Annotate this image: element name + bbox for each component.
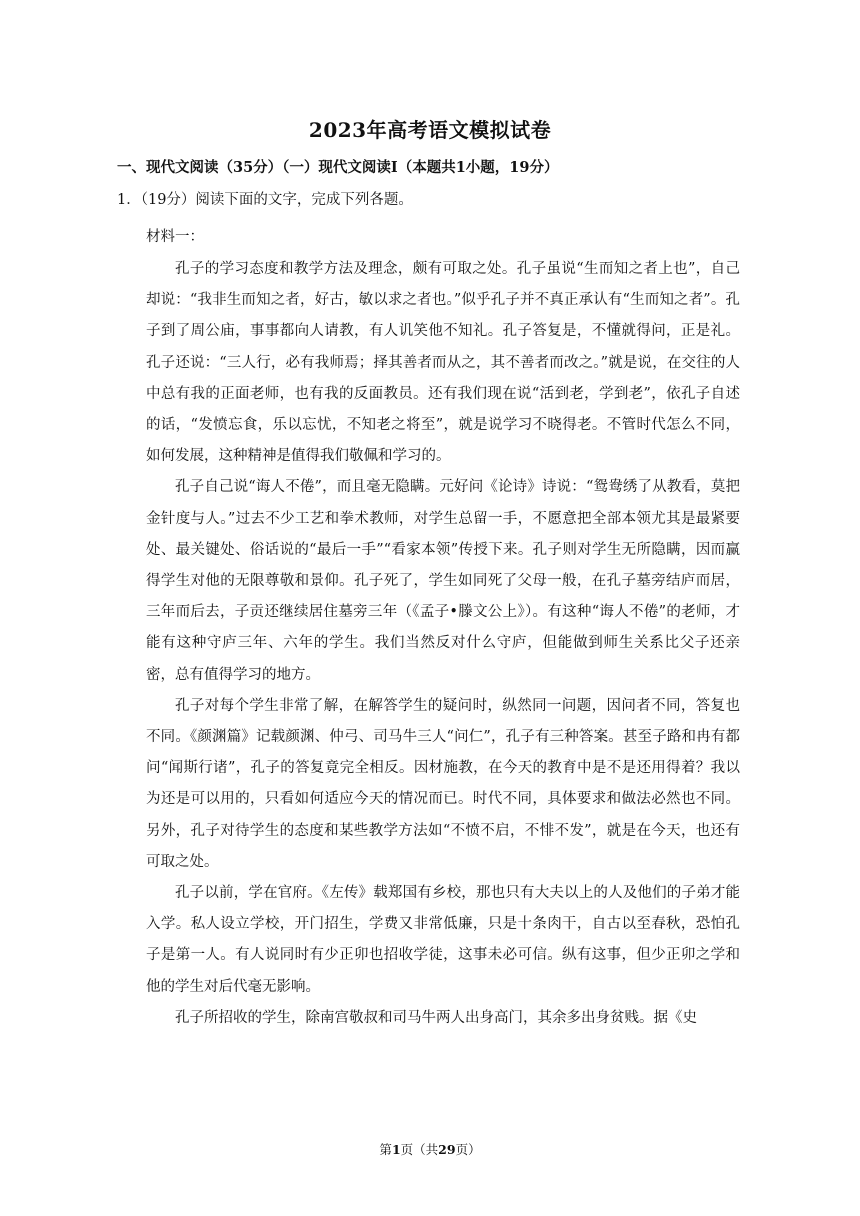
passage-paragraph-5: 孔子所招收的学生，除南宫敬叔和司马牛两人出身高门，其余多出身贫贱。据《史 — [175, 1009, 697, 1026]
question-prompt: 1．（19分）阅读下面的文字，完成下列各题。 — [117, 192, 413, 208]
footer-suffix: 页） — [455, 1142, 481, 1157]
document-title: 2023年高考语文模拟试卷 — [308, 118, 552, 142]
passage-paragraph-4: 孔子以前，学在官府。《左传》载郑国有乡校，那也只有大夫以上的人及他们的子弟才能入学。私人设立学校，开门招生，学费又非常低廉，只是十条肉干，自古以至春秋，恐怕孔子是第一人。有人说同时有少正卯也招收学徒，这事未必可信。纵有这事，但少正卯之学和他的学生对后代毫无影响。 — [146, 885, 740, 995]
footer-prefix: 第 — [379, 1142, 392, 1157]
reading-passage — [146, 254, 740, 1034]
page-footer — [0, 1140, 860, 1158]
passage-paragraph-3: 孔子对每个学生非常了解，在解答学生的疑问时，纵然同一问题，因问者不同，答复也不同。《颜渊篇》记载颜渊、仲弓、司马牛三人“问仁”，孔子有三种答案。甚至子路和冉有都问“闻斯行诸”，孔子的答复竟完全相反。因材施教，在今天的教育中是不是还用得着？我以为还是可以用的，只看如何适应今天的情况而已。时代不同，具体要求和做法必然也不同。另外，孔子对待学生的态度和某些教学方法如“不愤不启，不悱不发”，就是在今天，也还有可取之处。 — [146, 697, 740, 870]
section-heading: 一、现代文阅读（35分）（一）现代文阅读Ⅰ（本题共1小题，19分） — [117, 159, 559, 176]
footer-total-pages: 29 — [438, 1142, 456, 1157]
passage-paragraph-1: 孔子的学习态度和教学方法及理念，颇有可取之处。孔子虽说“生而知之者上也”，自己却说：“我非生而知之者，好古，敏以求之者也。”似乎孔子并不真正承认有“生而知之者”。孔子到了周公庙，事事都向人请教，有人讥笑他不知礼。孔子答复是，不懂就得问，正是礼。孔子还说：“三人行，必有我师焉；择其善者而从之，其不善者而改之。”就是说，在交往的人中总有我的正面老师，也有我的反面教员。还有我们现在说“活到老，学到老”，依孔子自述的话，“发愤忘食，乐以忘忧，不知老之将至”，就是说学习不晓得老。不管时代怎么不同，如何发展，这种精神是值得我们敬佩和学习的。 — [146, 261, 740, 465]
passage-paragraph-2: 孔子自己说“诲人不倦”，而且毫无隐瞒。元好问《论诗》诗说：“鸳鸯绣了从教看，莫把金针度与人。”过去不少工艺和拳术教师，对学生总留一手，不愿意把全部本领尤其是最紧要处、最关键处、俗话说的“最后一手”“看家本领”传授下来。孔子则对学生无所隐瞒，因而赢得学生对他的无限尊敬和景仰。孔子死了，学生如同死了父母一般，在孔子墓旁结庐而居，三年而后去，子贡还继续居住墓旁三年（《孟子•滕文公上》）。有这种“诲人不倦”的老师，才能有这种守庐三年、六年的学生。我们当然反对什么守庐，但能做到师生关系比父子还亲密，总有值得学习的地方。 — [146, 479, 740, 683]
footer-page-number: 1 — [391, 1142, 401, 1157]
material-label: 材料一： — [146, 229, 204, 245]
footer-middle: 页（共 — [400, 1142, 439, 1157]
